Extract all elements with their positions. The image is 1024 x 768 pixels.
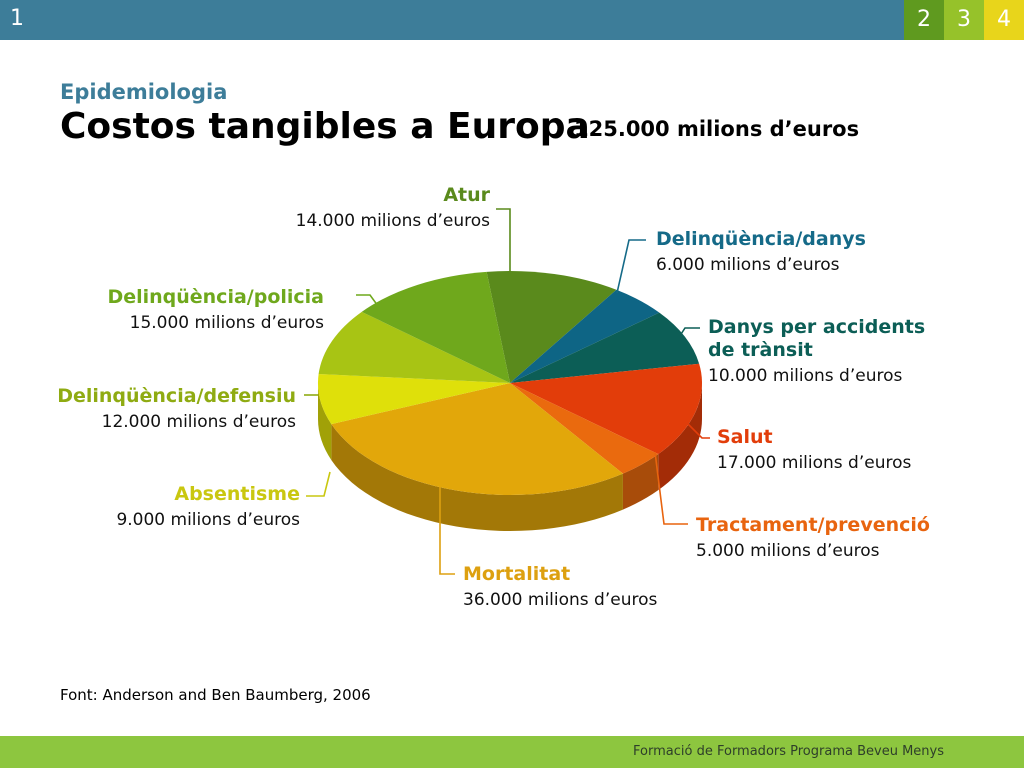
pie-top bbox=[318, 271, 702, 495]
slide-title: Costos tangibles a Europa bbox=[60, 106, 590, 147]
slice-value-danys-accidents: 10.000 milions d’euros bbox=[708, 366, 903, 386]
slice-value-salut: 17.000 milions d’euros bbox=[717, 453, 912, 473]
source-citation: Font: Anderson and Ben Baumberg, 2006 bbox=[60, 686, 371, 704]
slice-label-mortalitat: Mortalitat bbox=[463, 563, 571, 585]
nav-slide-2-button[interactable]: 2 bbox=[904, 0, 944, 40]
leader-line-atur bbox=[496, 209, 510, 274]
slice-value-atur: 14.000 milions d’euros bbox=[295, 211, 490, 231]
slice-label-atur: Atur bbox=[443, 184, 490, 206]
slice-value-delinquencia-defensiu: 12.000 milions d’euros bbox=[101, 412, 296, 432]
leader-line-absentisme bbox=[306, 472, 330, 496]
footer-text: Formació de Formadors Programa Beveu Menys bbox=[633, 744, 944, 759]
slice-label-absentisme: Absentisme bbox=[174, 483, 300, 505]
slice-label-delinquencia-defensiu: Delinqüència/defensiu bbox=[57, 385, 296, 407]
slice-label-salut: Salut bbox=[717, 426, 773, 448]
slice-label-danys-accidents-2: de trànsit bbox=[708, 339, 813, 361]
nav-slide-4-button[interactable]: 4 bbox=[984, 0, 1024, 40]
slice-label-tractament: Tractament/prevenció bbox=[696, 514, 930, 536]
total-cost: 125.000 milions d’euros bbox=[574, 117, 860, 141]
nav-slide-3-button[interactable]: 3 bbox=[944, 0, 984, 40]
slice-label-delinquencia-danys: Delinqüència/danys bbox=[656, 228, 866, 250]
slice-value-absentisme: 9.000 milions d’euros bbox=[116, 510, 300, 530]
slice-value-delinquencia-danys: 6.000 milions d’euros bbox=[656, 255, 840, 275]
bottom-bar bbox=[0, 736, 1024, 768]
slice-value-tractament: 5.000 milions d’euros bbox=[696, 541, 880, 561]
slice-label-delinquencia-policia: Delinqüència/policia bbox=[107, 286, 324, 308]
slice-label-danys-accidents-1: Danys per accidents bbox=[708, 316, 926, 338]
slide-number: 1 bbox=[10, 6, 24, 31]
slice-value-mortalitat: 36.000 milions d’euros bbox=[463, 590, 658, 610]
slice-value-delinquencia-policia: 15.000 milions d’euros bbox=[129, 313, 324, 333]
slide-subtitle: Epidemiologia bbox=[60, 80, 228, 104]
leader-line-delinquencia-danys bbox=[617, 240, 646, 293]
